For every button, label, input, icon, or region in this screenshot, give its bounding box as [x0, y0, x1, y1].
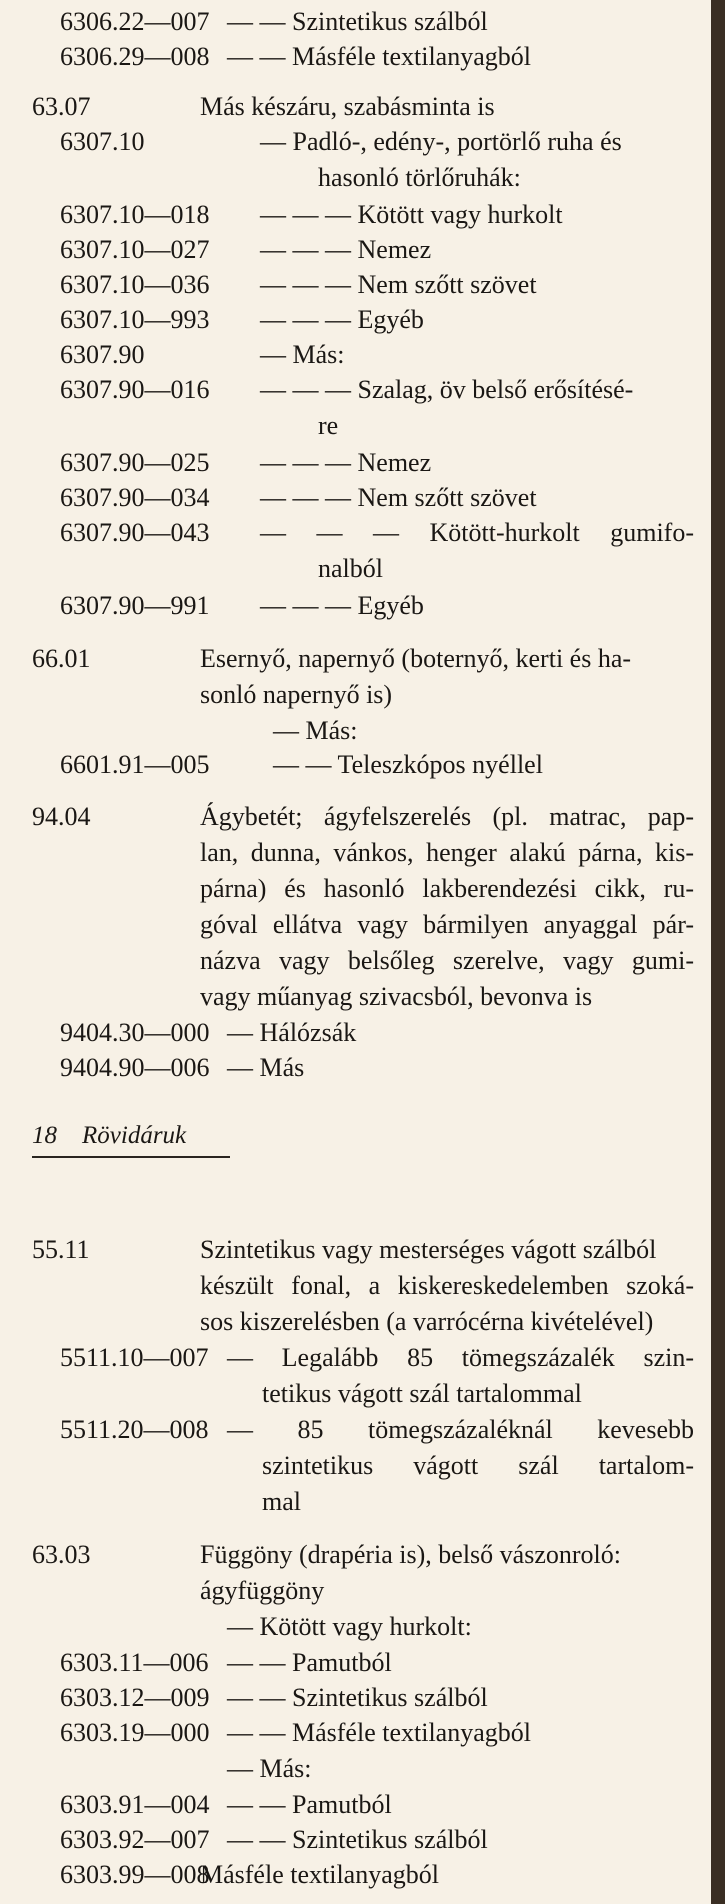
tariff-description: — — Szintetikus szálból — [227, 7, 488, 36]
tariff-code: 6307.10 — [60, 127, 145, 156]
page-edge-shadow — [711, 0, 725, 1904]
heading-description-cont: vagy műanyag szivacsból, bevonva is — [200, 982, 593, 1011]
heading-description: Ágybetét; ágyfelszerelés (pl. matrac, pap- — [200, 802, 694, 831]
tariff-description-cont: hasonló törlőruhák: — [318, 163, 521, 192]
subheading: — Kötött vagy hurkolt: — [227, 1612, 472, 1641]
tariff-code: 9404.90—006 — [60, 1053, 210, 1082]
tariff-description: — — — Nemez — [260, 235, 432, 264]
tariff-description: — Padló-, edény-, portörlő ruha és — [260, 127, 622, 156]
tariff-code: 6307.90—025 — [60, 448, 210, 477]
heading-description-cont: sonló napernyő is) — [200, 680, 393, 709]
tariff-description-cont: mal — [262, 1487, 301, 1516]
tariff-description: — Hálózsák — [227, 1018, 357, 1047]
tariff-code: 6303.19—000 — [60, 1718, 210, 1747]
tariff-description: — — Szintetikus szálból — [227, 1683, 488, 1712]
tariff-description: — — — Nem szőtt szövet — [260, 270, 537, 299]
section-heading — [32, 1120, 186, 1152]
tariff-code: 6303.11—006 — [60, 1648, 209, 1677]
heading-description-cont: párna) és hasonló lakberendezési cikk, ru- — [200, 874, 694, 903]
section-number: 18 — [32, 1122, 57, 1149]
tariff-description: — — — Kötött-hurkolt gumifo- — [260, 518, 694, 547]
tariff-description: — — — Nem szőtt szövet — [260, 483, 537, 512]
tariff-code: 6306.22—007 — [60, 7, 210, 36]
tariff-description: — Más — [227, 1053, 305, 1082]
tariff-description: — Legalább 85 tömegszázalék szin- — [227, 1343, 694, 1372]
tariff-code: 9404.30—000 — [60, 1018, 210, 1047]
tariff-code: 6307.10—027 — [60, 235, 210, 264]
tariff-code: 5511.10—007 — [60, 1343, 209, 1372]
tariff-description: — — — Egyéb — [260, 591, 424, 620]
section-underline — [32, 1156, 230, 1158]
heading-code: 55.11 — [32, 1235, 90, 1264]
tariff-code: 6307.90—043 — [60, 518, 210, 547]
tariff-description: — — — Kötött vagy hurkolt — [260, 200, 563, 229]
subheading: — Más: — [227, 1754, 312, 1783]
tariff-description: — — Pamutból — [227, 1790, 392, 1819]
heading-description: Függöny (drapéria is), belső vászonroló: — [200, 1540, 621, 1569]
tariff-code: 6307.10—993 — [60, 305, 210, 334]
heading-description-cont: názva vagy belsőleg szerelve, vagy gumi- — [200, 946, 694, 975]
tariff-description-cont: tetikus vágott szál tartalommal — [262, 1379, 582, 1408]
tariff-code: 6307.90—034 — [60, 483, 210, 512]
tariff-code: 6303.99—008 — [60, 1860, 210, 1889]
tariff-code: 6303.92—007 — [60, 1825, 210, 1854]
tariff-description: — — Szintetikus szálból — [227, 1825, 488, 1854]
tariff-code: 6307.10—036 — [60, 270, 210, 299]
heading-description-cont: lan, dunna, vánkos, henger alakú párna, kis- — [200, 838, 694, 867]
tariff-code: 5511.20—008 — [60, 1415, 209, 1444]
tariff-description: — — Másféle textilanyagból — [227, 42, 531, 71]
tariff-code: 6307.90—991 — [60, 591, 210, 620]
subheading: — Más: — [273, 716, 358, 745]
heading-description: Szintetikus vagy mesterséges vágott szálból — [200, 1235, 657, 1264]
tariff-description: Másféle textilanyagból — [200, 1860, 439, 1889]
tariff-code: 6303.91—004 — [60, 1790, 210, 1819]
tariff-description: — — Pamutból — [227, 1648, 392, 1677]
heading-description: Más készáru, szabásminta is — [200, 92, 495, 121]
tariff-description: — — — Nemez — [260, 448, 432, 477]
heading-code: 63.03 — [32, 1540, 91, 1569]
tariff-description: — — Teleszkópos nyéllel — [273, 750, 543, 779]
tariff-description: — 85 tömegszázaléknál kevesebb — [227, 1415, 694, 1444]
heading-description-cont: ágyfüggöny — [200, 1576, 325, 1605]
section-title: Rövidáruk — [82, 1122, 187, 1149]
tariff-code: 6306.29—008 — [60, 42, 210, 71]
heading-description-cont: sos kiszerelésben (a varrócérna kivételével) — [200, 1307, 654, 1336]
tariff-description: — Más: — [260, 340, 345, 369]
tariff-description: — — Másféle textilanyagból — [227, 1718, 531, 1747]
heading-code: 66.01 — [32, 644, 91, 673]
tariff-description-cont: re — [318, 411, 339, 440]
heading-code: 63.07 — [32, 92, 91, 121]
tariff-code: 6307.10—018 — [60, 200, 210, 229]
tariff-code: 6601.91—005 — [60, 750, 210, 779]
tariff-description: — — — Szalag, öv belső erősítésé- — [260, 375, 634, 404]
tariff-description-cont: nalból — [318, 554, 383, 583]
tariff-code: 6307.90—016 — [60, 375, 210, 404]
tariff-code: 6303.12—009 — [60, 1683, 210, 1712]
heading-description-cont: góval ellátva vagy bármilyen anyaggal pár- — [200, 910, 694, 939]
heading-description: Esernyő, napernyő (boternyő, kerti és ha- — [200, 644, 632, 673]
tariff-description-cont: szintetikus vágott szál tartalom- — [262, 1451, 694, 1480]
heading-code: 94.04 — [32, 802, 91, 831]
tariff-code: 6307.90 — [60, 340, 145, 369]
heading-description-cont: készült fonal, a kiskereskedelemben szoká- — [200, 1271, 694, 1300]
tariff-description: — — — Egyéb — [260, 305, 424, 334]
